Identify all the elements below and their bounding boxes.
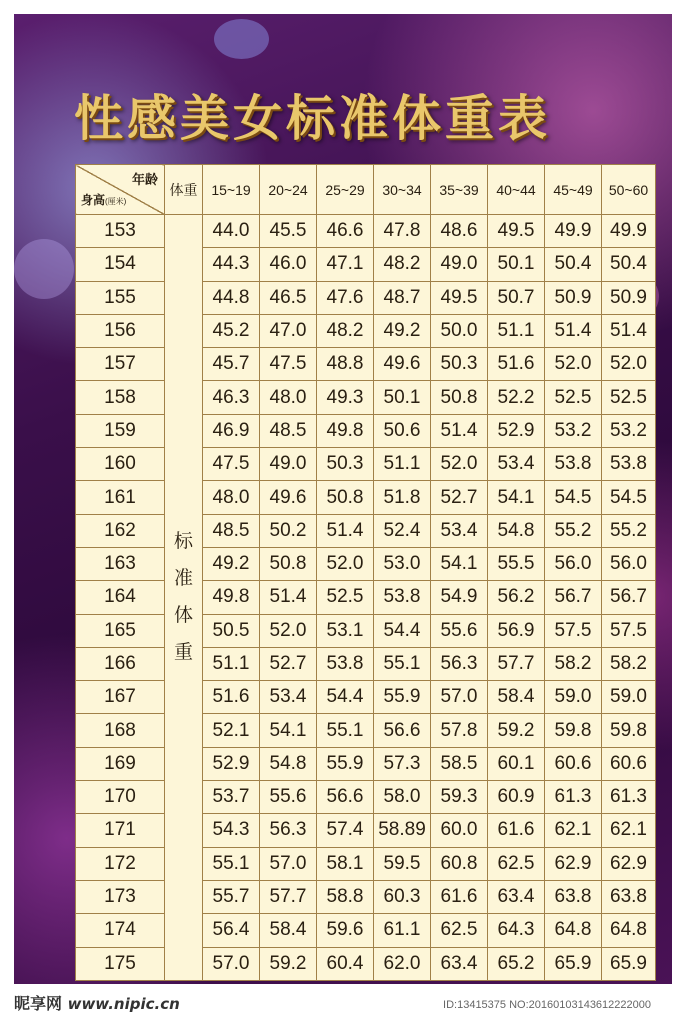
- height-cell: 158: [76, 381, 165, 414]
- weight-value-cell: 60.4: [317, 947, 374, 980]
- table-row: [76, 281, 656, 314]
- weight-value-cell: 52.9: [488, 414, 545, 447]
- weight-value-cell: 52.9: [203, 747, 260, 780]
- weight-value-cell: 56.3: [260, 814, 317, 847]
- weight-value-cell: 61.1: [374, 914, 431, 947]
- table-row: [76, 581, 656, 614]
- weight-value-cell: 60.0: [431, 814, 488, 847]
- weight-value-cell: 46.6: [317, 215, 374, 248]
- weight-value-cell: 48.5: [260, 414, 317, 447]
- weight-value-cell: 58.5: [431, 747, 488, 780]
- table-row: [76, 414, 656, 447]
- weight-value-cell: 59.2: [488, 714, 545, 747]
- weight-value-cell: 52.5: [317, 581, 374, 614]
- weight-value-cell: 44.8: [203, 281, 260, 314]
- weight-value-cell: 52.4: [374, 514, 431, 547]
- weight-value-cell: 56.6: [374, 714, 431, 747]
- height-cell: 171: [76, 814, 165, 847]
- side-label-char: 标: [173, 531, 193, 553]
- weight-value-cell: 57.0: [431, 681, 488, 714]
- height-cell: 170: [76, 781, 165, 814]
- weight-value-cell: 57.7: [488, 647, 545, 680]
- weight-value-cell: 60.8: [431, 847, 488, 880]
- weight-value-cell: 52.5: [545, 381, 602, 414]
- weight-value-cell: 48.2: [374, 248, 431, 281]
- weight-value-cell: 65.2: [488, 947, 545, 980]
- weight-value-cell: 45.5: [260, 215, 317, 248]
- table-row: [76, 681, 656, 714]
- weight-value-cell: 52.0: [260, 614, 317, 647]
- weight-value-cell: 48.7: [374, 281, 431, 314]
- height-unit: (厘米): [105, 197, 127, 206]
- weight-value-cell: 49.3: [317, 381, 374, 414]
- weight-value-cell: 45.2: [203, 314, 260, 347]
- weight-value-cell: 59.5: [374, 847, 431, 880]
- weight-value-cell: 51.4: [431, 414, 488, 447]
- age-group-header: 15~19: [203, 165, 260, 215]
- weight-value-cell: 62.9: [545, 847, 602, 880]
- weight-value-cell: 50.3: [317, 448, 374, 481]
- height-cell: 169: [76, 747, 165, 780]
- weight-value-cell: 58.4: [488, 681, 545, 714]
- weight-header-cell: 体重: [165, 165, 203, 215]
- weight-value-cell: 53.8: [602, 448, 656, 481]
- weight-value-cell: 62.5: [431, 914, 488, 947]
- weight-value-cell: 50.2: [260, 514, 317, 547]
- weight-value-cell: 47.5: [203, 448, 260, 481]
- weight-value-cell: 53.8: [545, 448, 602, 481]
- watermark-site: www.nipic.cn: [67, 995, 180, 1013]
- weight-value-cell: 58.0: [374, 781, 431, 814]
- weight-value-cell: 55.1: [374, 647, 431, 680]
- table-row: [76, 381, 656, 414]
- weight-value-cell: 57.8: [431, 714, 488, 747]
- weight-value-cell: 59.6: [317, 914, 374, 947]
- weight-value-cell: 56.6: [317, 781, 374, 814]
- height-cell: 161: [76, 481, 165, 514]
- weight-value-cell: 53.8: [374, 581, 431, 614]
- weight-value-cell: 50.5: [203, 614, 260, 647]
- weight-value-cell: 56.3: [431, 647, 488, 680]
- weight-value-cell: 55.5: [488, 547, 545, 580]
- weight-value-cell: 56.0: [602, 547, 656, 580]
- weight-value-cell: 54.8: [260, 747, 317, 780]
- weight-value-cell: 49.9: [602, 215, 656, 248]
- weight-value-cell: 63.4: [431, 947, 488, 980]
- weight-value-cell: 61.3: [602, 781, 656, 814]
- weight-value-cell: 46.3: [203, 381, 260, 414]
- weight-value-cell: 47.0: [260, 314, 317, 347]
- weight-value-cell: 49.6: [374, 348, 431, 381]
- height-cell: 168: [76, 714, 165, 747]
- height-cell: 156: [76, 314, 165, 347]
- table-row: [76, 714, 656, 747]
- weight-value-cell: 64.3: [488, 914, 545, 947]
- height-cell: 167: [76, 681, 165, 714]
- weight-value-cell: 46.5: [260, 281, 317, 314]
- age-group-header: 45~49: [545, 165, 602, 215]
- weight-value-cell: 49.2: [203, 547, 260, 580]
- weight-value-cell: 56.0: [545, 547, 602, 580]
- weight-value-cell: 49.5: [431, 281, 488, 314]
- weight-value-cell: 57.0: [203, 947, 260, 980]
- height-cell: 173: [76, 880, 165, 913]
- weight-value-cell: 56.7: [602, 581, 656, 614]
- weight-value-cell: 53.8: [317, 647, 374, 680]
- weight-value-cell: 50.8: [317, 481, 374, 514]
- weight-value-cell: 47.1: [317, 248, 374, 281]
- weight-value-cell: 61.6: [431, 880, 488, 913]
- height-cell: 164: [76, 581, 165, 614]
- weight-value-cell: 51.6: [488, 348, 545, 381]
- weight-value-cell: 52.5: [602, 381, 656, 414]
- weight-value-cell: 60.6: [545, 747, 602, 780]
- weight-value-cell: 58.2: [545, 647, 602, 680]
- weight-value-cell: 54.4: [317, 681, 374, 714]
- weight-value-cell: 62.9: [602, 847, 656, 880]
- weight-value-cell: 48.0: [260, 381, 317, 414]
- weight-value-cell: 57.7: [260, 880, 317, 913]
- weight-value-cell: 53.2: [602, 414, 656, 447]
- weight-value-cell: 51.1: [203, 647, 260, 680]
- height-cell: 162: [76, 514, 165, 547]
- weight-value-cell: 62.1: [602, 814, 656, 847]
- weight-value-cell: 48.6: [431, 215, 488, 248]
- weight-value-cell: 52.7: [431, 481, 488, 514]
- table-row: [76, 614, 656, 647]
- table-row: [76, 647, 656, 680]
- weight-value-cell: 50.4: [545, 248, 602, 281]
- weight-value-cell: 59.2: [260, 947, 317, 980]
- height-cell: 153: [76, 215, 165, 248]
- weight-value-cell: 50.1: [488, 248, 545, 281]
- table-row: [76, 880, 656, 913]
- height-cell: 154: [76, 248, 165, 281]
- weight-value-cell: 50.6: [374, 414, 431, 447]
- weight-value-cell: 49.8: [317, 414, 374, 447]
- table-body: [76, 215, 656, 981]
- poster-background: [14, 14, 672, 984]
- weight-value-cell: 53.2: [545, 414, 602, 447]
- weight-value-cell: 60.6: [602, 747, 656, 780]
- weight-value-cell: 56.9: [488, 614, 545, 647]
- weight-value-cell: 50.1: [374, 381, 431, 414]
- age-group-header: 20~24: [260, 165, 317, 215]
- table-row: [76, 215, 656, 248]
- weight-value-cell: 63.8: [545, 880, 602, 913]
- height-cell: 157: [76, 348, 165, 381]
- standard-weight-side-label: [165, 215, 203, 981]
- weight-value-cell: 44.3: [203, 248, 260, 281]
- height-label-text: 身高: [81, 193, 106, 207]
- weight-value-cell: 57.5: [545, 614, 602, 647]
- weight-value-cell: 50.9: [602, 281, 656, 314]
- weight-value-cell: 51.4: [317, 514, 374, 547]
- weight-value-cell: 44.0: [203, 215, 260, 248]
- weight-value-cell: 59.0: [602, 681, 656, 714]
- weight-value-cell: 46.9: [203, 414, 260, 447]
- bokeh-light: [214, 19, 269, 59]
- weight-value-cell: 59.8: [602, 714, 656, 747]
- weight-value-cell: 58.89: [374, 814, 431, 847]
- table-row: [76, 481, 656, 514]
- site-watermark: [14, 993, 180, 1015]
- weight-value-cell: 60.1: [488, 747, 545, 780]
- weight-value-cell: 48.5: [203, 514, 260, 547]
- weight-value-cell: 55.1: [317, 714, 374, 747]
- weight-value-cell: 50.0: [431, 314, 488, 347]
- weight-value-cell: 48.8: [317, 348, 374, 381]
- weight-value-cell: 53.1: [317, 614, 374, 647]
- age-group-header: 40~44: [488, 165, 545, 215]
- side-label-char: 重: [173, 642, 193, 664]
- watermark-brand: 昵享网: [14, 994, 63, 1013]
- weight-value-cell: 62.5: [488, 847, 545, 880]
- weight-value-cell: 49.5: [488, 215, 545, 248]
- weight-table: [75, 164, 656, 981]
- table-row: [76, 314, 656, 347]
- image-id-text: ID:13415375 NO:20160103143612222000: [443, 999, 651, 1011]
- weight-value-cell: 54.1: [260, 714, 317, 747]
- weight-value-cell: 54.9: [431, 581, 488, 614]
- weight-value-cell: 52.0: [602, 348, 656, 381]
- weight-value-cell: 53.7: [203, 781, 260, 814]
- table-row: [76, 547, 656, 580]
- weight-value-cell: 49.8: [203, 581, 260, 614]
- weight-value-cell: 55.1: [203, 847, 260, 880]
- weight-value-cell: 52.7: [260, 647, 317, 680]
- weight-value-cell: 47.6: [317, 281, 374, 314]
- weight-value-cell: 61.3: [545, 781, 602, 814]
- side-label-char: 准: [173, 568, 193, 590]
- weight-value-cell: 54.8: [488, 514, 545, 547]
- weight-value-cell: 58.2: [602, 647, 656, 680]
- weight-value-cell: 54.5: [602, 481, 656, 514]
- weight-value-cell: 50.8: [431, 381, 488, 414]
- weight-value-cell: 52.0: [317, 547, 374, 580]
- weight-value-cell: 46.0: [260, 248, 317, 281]
- table-row: [76, 348, 656, 381]
- weight-value-cell: 55.6: [431, 614, 488, 647]
- age-label: 年龄: [131, 172, 158, 187]
- table-row: [76, 914, 656, 947]
- height-label: [81, 191, 126, 208]
- height-cell: 163: [76, 547, 165, 580]
- weight-value-cell: 47.5: [260, 348, 317, 381]
- weight-value-cell: 49.2: [374, 314, 431, 347]
- weight-value-cell: 65.9: [602, 947, 656, 980]
- weight-value-cell: 57.4: [317, 814, 374, 847]
- weight-value-cell: 57.3: [374, 747, 431, 780]
- table-header-row: [76, 165, 656, 215]
- bokeh-light: [14, 239, 74, 299]
- weight-value-cell: 53.4: [488, 448, 545, 481]
- weight-value-cell: 47.8: [374, 215, 431, 248]
- weight-value-cell: 55.9: [374, 681, 431, 714]
- weight-value-cell: 50.3: [431, 348, 488, 381]
- weight-value-cell: 57.0: [260, 847, 317, 880]
- weight-value-cell: 55.9: [317, 747, 374, 780]
- age-group-header: 30~34: [374, 165, 431, 215]
- table-row: [76, 781, 656, 814]
- height-cell: 175: [76, 947, 165, 980]
- table-row: [76, 514, 656, 547]
- age-group-header: 50~60: [602, 165, 656, 215]
- height-cell: 165: [76, 614, 165, 647]
- weight-value-cell: 51.4: [545, 314, 602, 347]
- weight-value-cell: 64.8: [545, 914, 602, 947]
- weight-value-cell: 58.4: [260, 914, 317, 947]
- weight-value-cell: 62.1: [545, 814, 602, 847]
- weight-value-cell: 52.0: [431, 448, 488, 481]
- weight-value-cell: 50.9: [545, 281, 602, 314]
- table-row: [76, 448, 656, 481]
- weight-value-cell: 55.2: [602, 514, 656, 547]
- height-cell: 174: [76, 914, 165, 947]
- table-row: [76, 747, 656, 780]
- weight-value-cell: 60.3: [374, 880, 431, 913]
- height-cell: 159: [76, 414, 165, 447]
- table-row: [76, 814, 656, 847]
- height-cell: 172: [76, 847, 165, 880]
- table-row: [76, 947, 656, 980]
- weight-value-cell: 51.1: [488, 314, 545, 347]
- weight-value-cell: 55.7: [203, 880, 260, 913]
- weight-value-cell: 54.3: [203, 814, 260, 847]
- weight-value-cell: 49.0: [431, 248, 488, 281]
- weight-value-cell: 52.0: [545, 348, 602, 381]
- weight-value-cell: 62.0: [374, 947, 431, 980]
- weight-value-cell: 58.1: [317, 847, 374, 880]
- weight-value-cell: 64.8: [602, 914, 656, 947]
- weight-value-cell: 65.9: [545, 947, 602, 980]
- weight-value-cell: 63.4: [488, 880, 545, 913]
- weight-value-cell: 53.4: [431, 514, 488, 547]
- height-cell: 155: [76, 281, 165, 314]
- table-row: [76, 847, 656, 880]
- weight-value-cell: 48.0: [203, 481, 260, 514]
- weight-value-cell: 60.9: [488, 781, 545, 814]
- age-group-header: 35~39: [431, 165, 488, 215]
- weight-value-cell: 51.6: [203, 681, 260, 714]
- side-label-char: 体: [173, 605, 193, 627]
- weight-value-cell: 59.8: [545, 714, 602, 747]
- height-cell: 160: [76, 448, 165, 481]
- weight-value-cell: 55.2: [545, 514, 602, 547]
- weight-value-cell: 61.6: [488, 814, 545, 847]
- weight-value-cell: 55.6: [260, 781, 317, 814]
- weight-value-cell: 52.1: [203, 714, 260, 747]
- page-title: 性感美女标准体重表: [74, 90, 552, 147]
- weight-value-cell: 49.6: [260, 481, 317, 514]
- weight-value-cell: 63.8: [602, 880, 656, 913]
- weight-value-cell: 50.4: [602, 248, 656, 281]
- weight-value-cell: 51.4: [602, 314, 656, 347]
- height-cell: 166: [76, 647, 165, 680]
- weight-value-cell: 54.4: [374, 614, 431, 647]
- weight-value-cell: 59.3: [431, 781, 488, 814]
- weight-value-cell: 51.8: [374, 481, 431, 514]
- weight-value-cell: 56.7: [545, 581, 602, 614]
- weight-value-cell: 54.1: [431, 547, 488, 580]
- weight-value-cell: 53.4: [260, 681, 317, 714]
- weight-value-cell: 53.0: [374, 547, 431, 580]
- age-group-header: 25~29: [317, 165, 374, 215]
- table-row: [76, 248, 656, 281]
- weight-value-cell: 59.0: [545, 681, 602, 714]
- weight-value-cell: 51.4: [260, 581, 317, 614]
- weight-value-cell: 54.1: [488, 481, 545, 514]
- weight-value-cell: 49.9: [545, 215, 602, 248]
- weight-value-cell: 50.7: [488, 281, 545, 314]
- weight-value-cell: 54.5: [545, 481, 602, 514]
- weight-value-cell: 50.8: [260, 547, 317, 580]
- weight-value-cell: 45.7: [203, 348, 260, 381]
- weight-value-cell: 56.2: [488, 581, 545, 614]
- corner-header-cell: [76, 165, 165, 215]
- weight-value-cell: 48.2: [317, 314, 374, 347]
- weight-value-cell: 52.2: [488, 381, 545, 414]
- weight-value-cell: 56.4: [203, 914, 260, 947]
- weight-value-cell: 49.0: [260, 448, 317, 481]
- weight-value-cell: 51.1: [374, 448, 431, 481]
- weight-value-cell: 58.8: [317, 880, 374, 913]
- weight-value-cell: 57.5: [602, 614, 656, 647]
